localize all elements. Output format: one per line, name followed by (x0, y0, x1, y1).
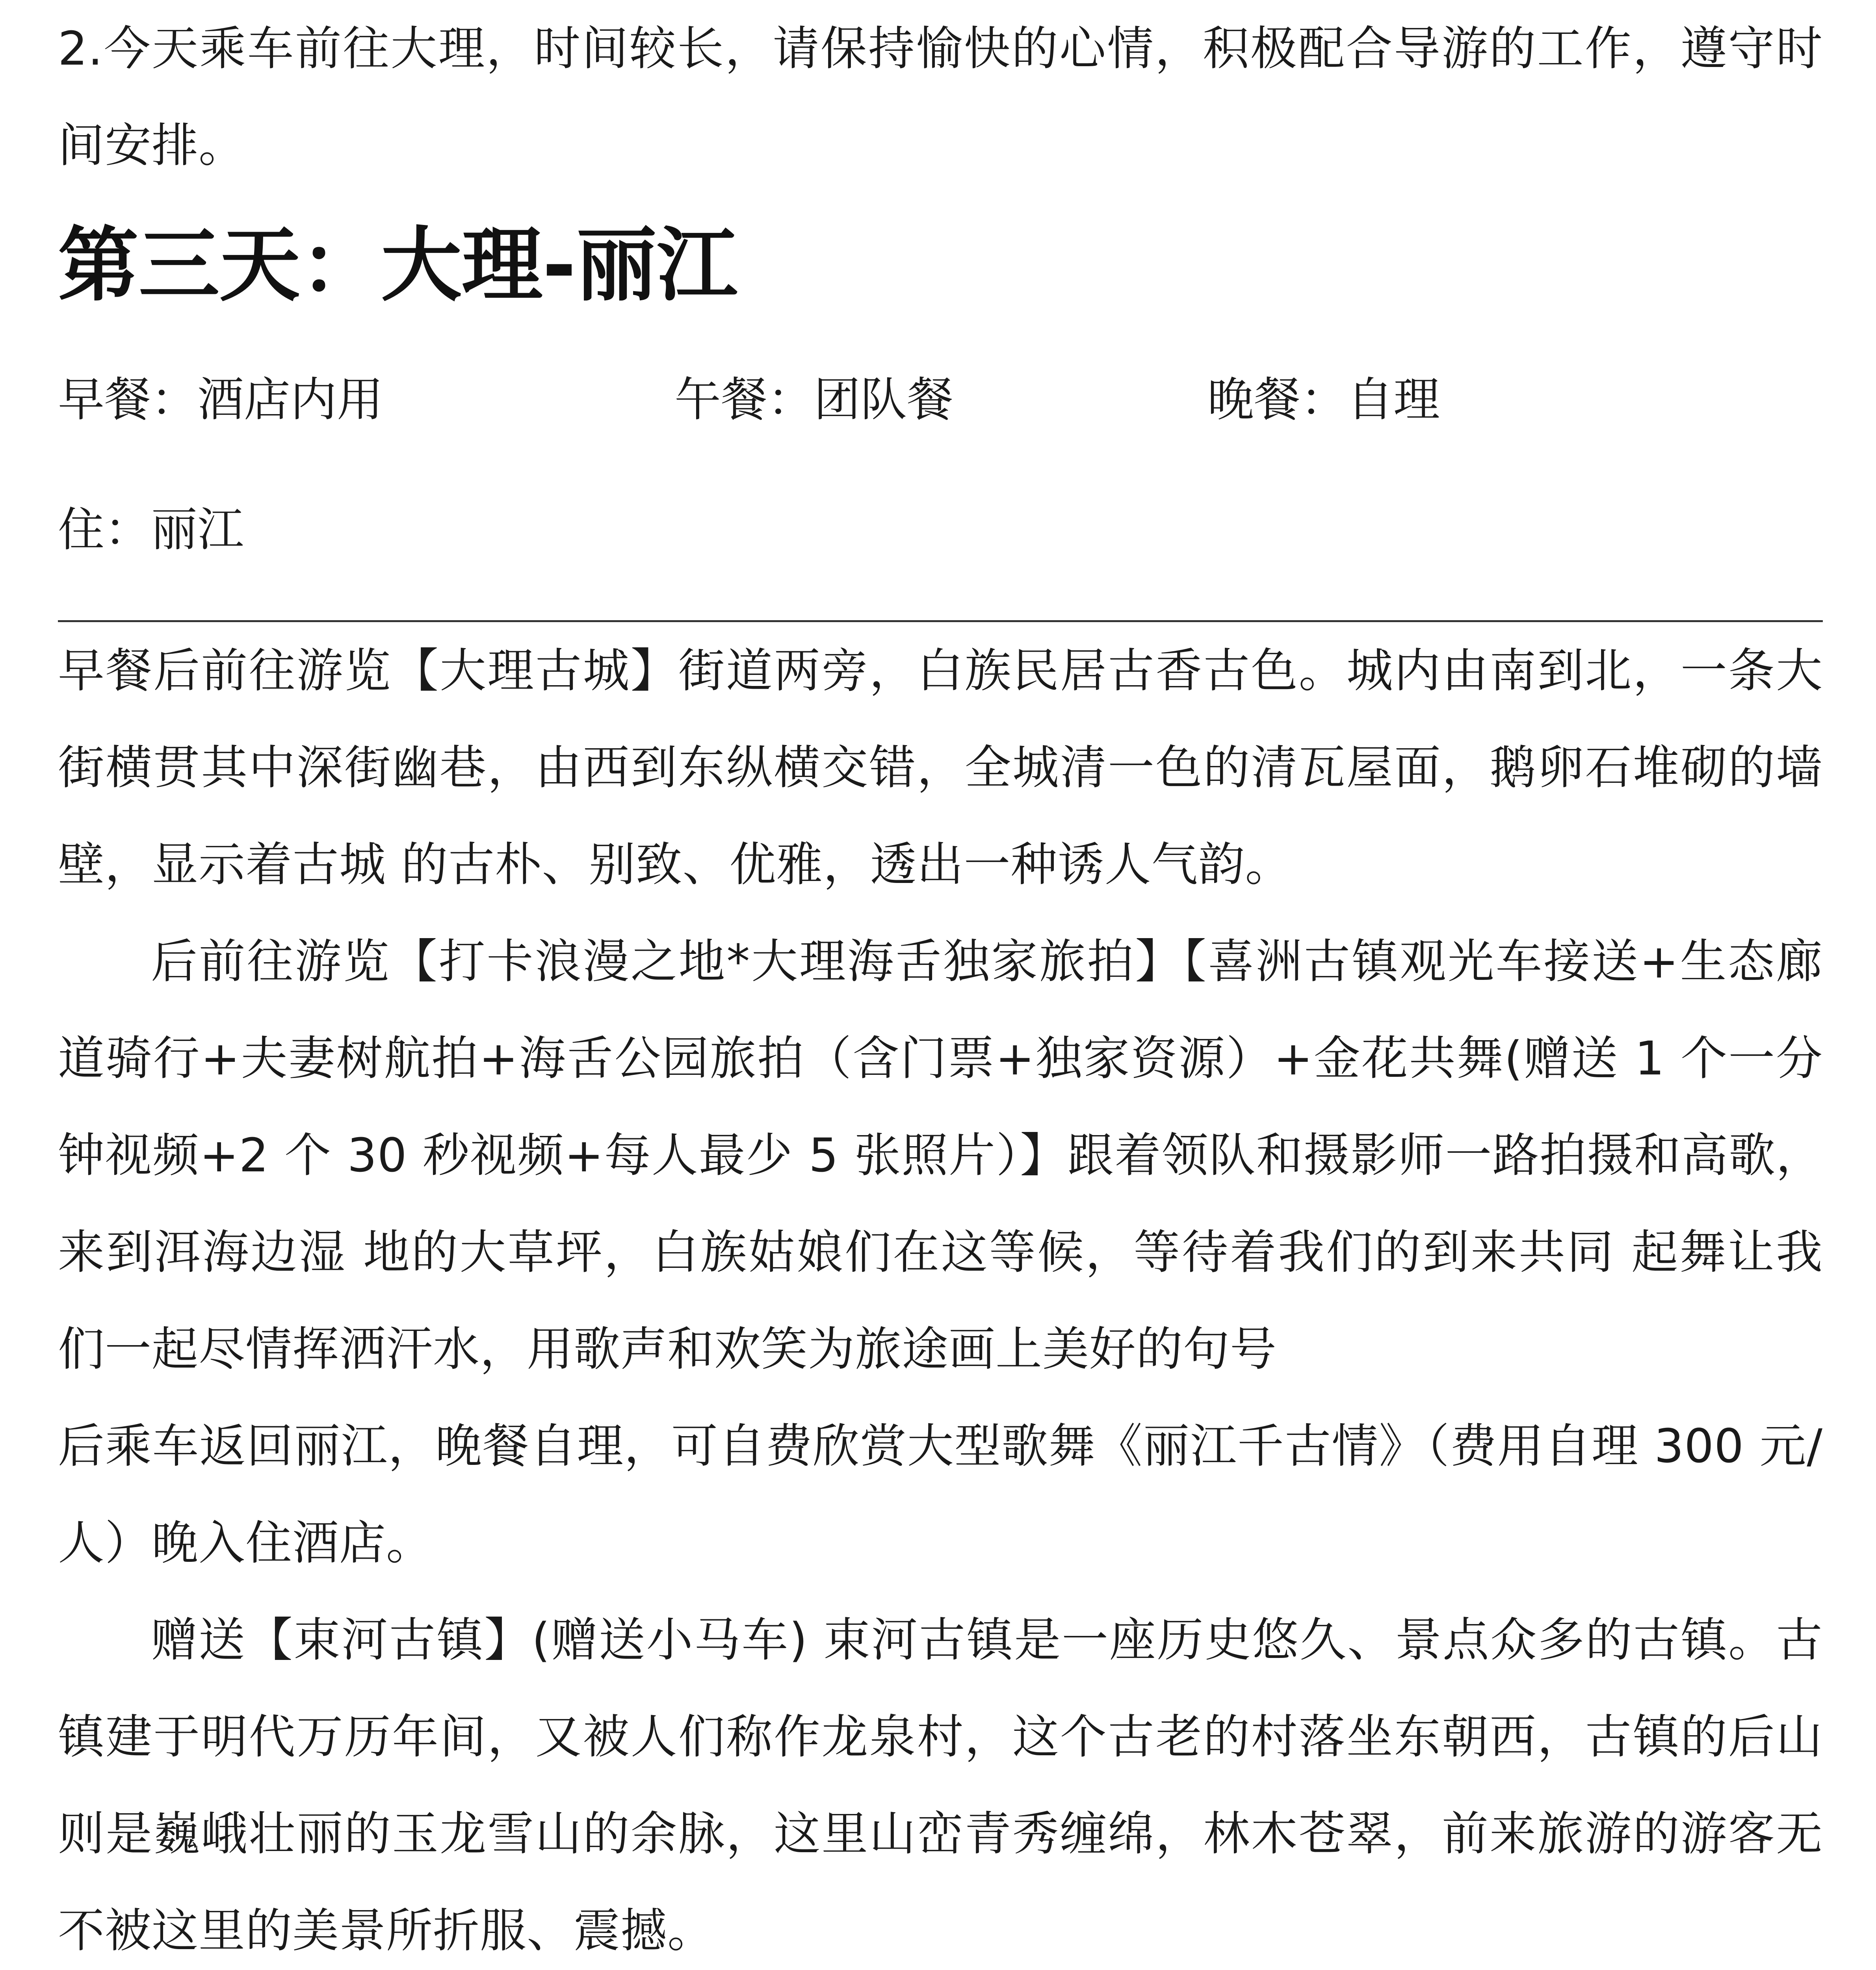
intro-note: 2.今天乘车前往大理，时间较长，请保持愉快的心情，积极配合导游的工作，遵守时间安排。 (58, 21, 1823, 173)
paragraph-return-lijiang: 后乘车返回丽江，晚餐自理，可自费欣赏大型歌舞《丽江千古情》（费用自理 300 元/人）晚入住酒店。 (58, 1419, 1823, 1570)
lunch-info: 午餐：团队餐 (674, 372, 954, 427)
paragraph-shuhe-town: 赠送【束河古镇】(赠送小马车) 束河古镇是一座历史悠久、景点众多的古镇。古镇建于明代万历年间，又被人们称作龙泉村，这个古老的村落坐东朝西，古镇的后山则是巍峨壮丽的玉龙雪山的余脉，这里山峦青秀缠绵，林木苍翠，前来旅游的游客无不被这里的美景所折服、震撼。 (58, 1613, 1823, 1958)
meals-row (58, 360, 1823, 439)
document-page (58, 0, 1823, 1970)
dinner-info: 晚餐：自理 (1207, 372, 1440, 427)
paragraph-old-town: 早餐后前往游览【大理古城】街道两旁，白族民居古香古色。城内由南到北，一条大街横贯其中深街幽巷，由西到东纵横交错，全城清一色的清瓦屋面，鹅卵石堆砌的墙壁，显示着古城 的古朴、别致、优雅，透出一种诱人气韵。 (58, 643, 1823, 892)
stay-info: 住：丽江 (58, 502, 244, 557)
day-title: 第三天：大理-丽江 (58, 219, 738, 312)
breakfast-info: 早餐：酒店内用 (58, 372, 384, 427)
paragraph-photo-tour: 后前往游览【打卡浪漫之地*大理海舌独家旅拍】【喜洲古镇观光车接送+生态廊道骑行+夫妻树航拍+海舌公园旅拍（含门票+独家资源）+金花共舞(赠送 1 个一分钟视频+2 个 30 秒视频+每人最少 5 张照片）】跟着领队和摄影师一路拍摄和高歌，来到洱海边湿 地的大草坪，白族姑娘们在这等候，等待着我们的到来共同 起舞让我们一起尽情挥洒汗水，用歌声和欢笑为旅途画上美好的句号 (58, 934, 1823, 1376)
